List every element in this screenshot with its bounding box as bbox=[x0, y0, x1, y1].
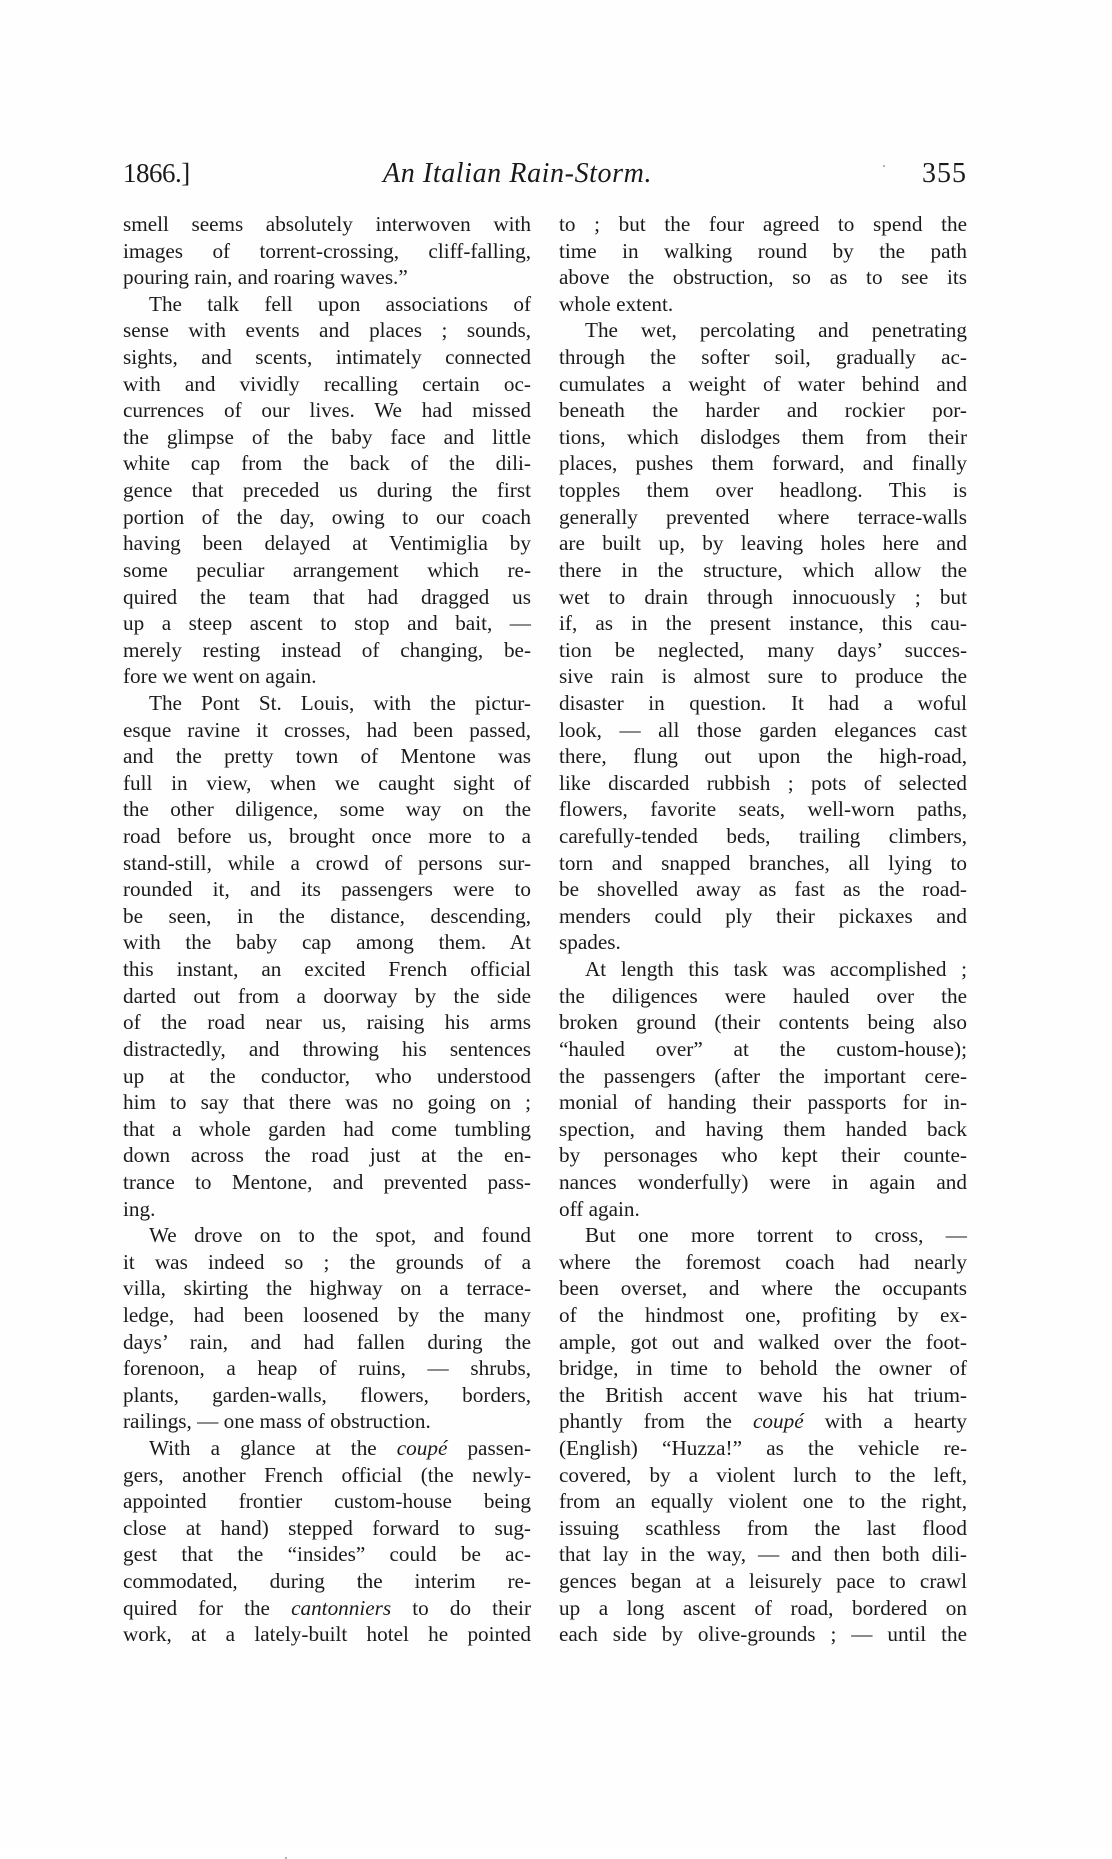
text-line: “hauled over” at the custom-house); bbox=[559, 1036, 967, 1061]
text-line: With a glance at the coupé passen- bbox=[149, 1436, 531, 1461]
text-line: sense with events and places ; sounds, bbox=[123, 318, 531, 343]
text-line: from an equally violent one to the right, bbox=[559, 1489, 967, 1514]
text-line: pouring rain, and roaring waves.” bbox=[123, 265, 408, 290]
italic-word: coupé bbox=[396, 1436, 448, 1461]
text-line: But one more torrent to cross, — bbox=[585, 1223, 967, 1248]
text-line: ample, got out and walked over the foot- bbox=[559, 1329, 967, 1354]
text-line: broken ground (their contents being also bbox=[559, 1010, 967, 1035]
text-line: (English) “Huzza!” as the vehicle re- bbox=[559, 1436, 967, 1461]
text-line: white cap from the back of the dili- bbox=[123, 451, 531, 476]
text-line: the glimpse of the baby face and little bbox=[123, 424, 531, 449]
text-line: there in the structure, which allow the bbox=[559, 557, 967, 582]
text-line: forenoon, a heap of ruins, — shrubs, bbox=[123, 1356, 531, 1381]
text-line: work, at a lately-built hotel he pointed bbox=[123, 1622, 531, 1647]
running-head-year: 1866.] bbox=[123, 158, 190, 188]
text-line: down across the road just at the en- bbox=[123, 1143, 531, 1168]
text-line: to ; but the four agreed to spend the bbox=[559, 212, 967, 236]
text-line: trance to Mentone, and prevented pass- bbox=[123, 1169, 531, 1194]
text-line: ing. bbox=[123, 1196, 156, 1221]
text-line: of the road near us, raising his arms bbox=[123, 1010, 531, 1035]
text-line: spades. bbox=[559, 930, 621, 955]
text-line: like discarded rubbish ; pots of selected bbox=[559, 770, 967, 795]
text-line: where the foremost coach had nearly bbox=[559, 1249, 967, 1274]
text-line: quired the team that had dragged us bbox=[123, 584, 531, 609]
text-line: by personages who kept their counte- bbox=[559, 1143, 967, 1168]
text-line: phantly from the coupé with a hearty bbox=[559, 1409, 968, 1434]
text-line: there, flung out upon the high-road, bbox=[559, 744, 967, 769]
text-line: sights, and scents, intimately connected bbox=[123, 345, 531, 370]
italic-word: cantonniers bbox=[291, 1595, 392, 1620]
text-line: close at hand) stepped forward to sug- bbox=[123, 1515, 531, 1540]
page-number: 355 bbox=[922, 158, 967, 189]
text-line: images of torrent-crossing, cliff-falling, bbox=[123, 238, 531, 263]
text-line: gences began at a leisurely pace to crawl bbox=[559, 1569, 967, 1594]
text-line: if, as in the present instance, this cau- bbox=[559, 611, 967, 636]
text-line: up a steep ascent to stop and bait, — bbox=[123, 611, 531, 636]
text-line: and the pretty town of Mentone was bbox=[123, 744, 531, 769]
text-line: ledge, had been loosened by the many bbox=[123, 1302, 531, 1327]
text-line: sive rain is almost sure to produce the bbox=[559, 664, 967, 689]
text-line: the passengers (after the important cere- bbox=[559, 1063, 967, 1088]
text-line: above the obstruction, so as to see its bbox=[559, 265, 967, 290]
text-line: The wet, percolating and penetrating bbox=[585, 318, 967, 343]
running-head-title: An Italian Rain-Storm. bbox=[383, 158, 653, 189]
running-head bbox=[123, 158, 967, 198]
text-line: cumulates a weight of water behind and bbox=[559, 371, 967, 396]
text-line: smell seems absolutely interwoven with bbox=[123, 212, 531, 236]
text-line: that a whole garden had come tumbling bbox=[123, 1116, 531, 1141]
text-line: rounded it, and its passengers were to bbox=[123, 877, 531, 902]
text-line: look, — all those garden elegances cast bbox=[559, 717, 967, 742]
text-line: generally prevented where terrace-walls bbox=[559, 504, 967, 529]
text-line: days’ rain, and had fallen during the bbox=[123, 1329, 531, 1354]
text-line: esque ravine it crosses, had been passed, bbox=[123, 717, 531, 742]
text-line: We drove on to the spot, and found bbox=[149, 1223, 531, 1248]
text-line: At length this task was accomplished ; bbox=[585, 957, 967, 982]
text-line: are built up, by leaving holes here and bbox=[559, 531, 967, 556]
text-line: fore we went on again. bbox=[123, 664, 317, 689]
text-line: commodated, during the interim re- bbox=[123, 1569, 531, 1594]
text-line: having been delayed at Ventimiglia by bbox=[123, 531, 531, 556]
text-line: of the hindmost one, profiting by ex- bbox=[559, 1302, 967, 1327]
text-line: wet to drain through innocuously ; but bbox=[559, 584, 967, 609]
text-line: issuing scathless from the last flood bbox=[559, 1515, 967, 1540]
text-line: places, pushes them forward, and finally bbox=[559, 451, 967, 476]
text-line: gence that preceded us during the first bbox=[123, 478, 531, 503]
text-line: darted out from a doorway by the side bbox=[123, 983, 531, 1008]
text-line: gers, another French official (the newly- bbox=[123, 1462, 531, 1487]
text-line: this instant, an excited French official bbox=[123, 957, 531, 982]
text-line: been overset, and where the occupants bbox=[559, 1276, 967, 1301]
text-line: currences of our lives. We had missed bbox=[123, 398, 531, 423]
text-line: be seen, in the distance, descending, bbox=[123, 903, 531, 928]
text-line: gest that the “insides” could be ac- bbox=[123, 1542, 531, 1567]
text-line: railings, — one mass of obstruction. bbox=[123, 1409, 431, 1434]
text-line: monial of handing their passports for in- bbox=[559, 1090, 967, 1115]
text-line: tion be neglected, many days’ succes- bbox=[559, 637, 967, 662]
text-line: road before us, brought once more to a bbox=[123, 824, 531, 849]
text-line: The Pont St. Louis, with the pictur- bbox=[149, 690, 531, 715]
text-line: whole extent. bbox=[559, 291, 674, 316]
text-line: with the baby cap among them. At bbox=[123, 930, 531, 955]
text-line: plants, garden-walls, flowers, borders, bbox=[123, 1382, 531, 1407]
text-line: stand-still, while a crowd of persons sur- bbox=[123, 850, 531, 875]
text-line: covered, by a violent lurch to the left, bbox=[559, 1462, 967, 1487]
text-line: carefully-tended beds, trailing climbers, bbox=[559, 824, 967, 849]
text-line: each side by olive-grounds ; — until the bbox=[559, 1622, 967, 1647]
text-line: it was indeed so ; the grounds of a bbox=[123, 1249, 531, 1274]
text-line: full in view, when we caught sight of bbox=[123, 770, 531, 795]
text-line: up at the conductor, who understood bbox=[123, 1063, 531, 1088]
text-line: quired for the cantonniers to do their bbox=[123, 1595, 532, 1620]
text-line: merely resting instead of changing, be- bbox=[123, 637, 531, 662]
text-line: villa, skirting the highway on a terrace- bbox=[123, 1276, 531, 1301]
text-line: with and vividly recalling certain oc- bbox=[123, 371, 531, 396]
text-line: torn and snapped branches, all lying to bbox=[559, 850, 967, 875]
text-line: up a long ascent of road, bordered on bbox=[559, 1595, 967, 1620]
text-line: spection, and having them handed back bbox=[559, 1116, 967, 1141]
text-column-left bbox=[123, 211, 531, 1648]
text-line: that lay in the way, — and then both dili- bbox=[559, 1542, 967, 1567]
italic-word: coupé bbox=[753, 1409, 804, 1434]
text-line: distractedly, and throwing his sentences bbox=[123, 1036, 531, 1061]
text-line: portion of the day, owing to our coach bbox=[123, 504, 531, 529]
text-line: the other diligence, some way on the bbox=[123, 797, 531, 822]
text-line: some peculiar arrangement which re- bbox=[123, 557, 531, 582]
print-speck bbox=[883, 165, 885, 167]
text-line: the British accent wave his hat trium- bbox=[559, 1382, 967, 1407]
text-line: appointed frontier custom-house being bbox=[123, 1489, 531, 1514]
text-line: The talk fell upon associations of bbox=[149, 291, 531, 316]
text-column-right bbox=[559, 211, 967, 1648]
text-line: the diligences were hauled over the bbox=[559, 983, 967, 1008]
text-line: menders could ply their pickaxes and bbox=[559, 903, 967, 928]
text-line: be shovelled away as fast as the road- bbox=[559, 877, 967, 902]
text-line: tions, which dislodges them from their bbox=[559, 424, 967, 449]
text-line: through the softer soil, gradually ac- bbox=[559, 345, 967, 370]
text-line: flowers, favorite seats, well-worn paths, bbox=[559, 797, 967, 822]
text-line: nances wonderfully) were in again and bbox=[559, 1169, 967, 1194]
text-line: off again. bbox=[559, 1196, 640, 1221]
text-line: bridge, in time to behold the owner of bbox=[559, 1356, 967, 1381]
text-line: topples them over headlong. This is bbox=[559, 478, 967, 503]
text-line: time in walking round by the path bbox=[559, 238, 967, 263]
text-line: beneath the harder and rockier por- bbox=[559, 398, 967, 423]
text-line: him to say that there was no going on ; bbox=[123, 1090, 531, 1115]
text-line: disaster in question. It had a woful bbox=[559, 690, 967, 715]
